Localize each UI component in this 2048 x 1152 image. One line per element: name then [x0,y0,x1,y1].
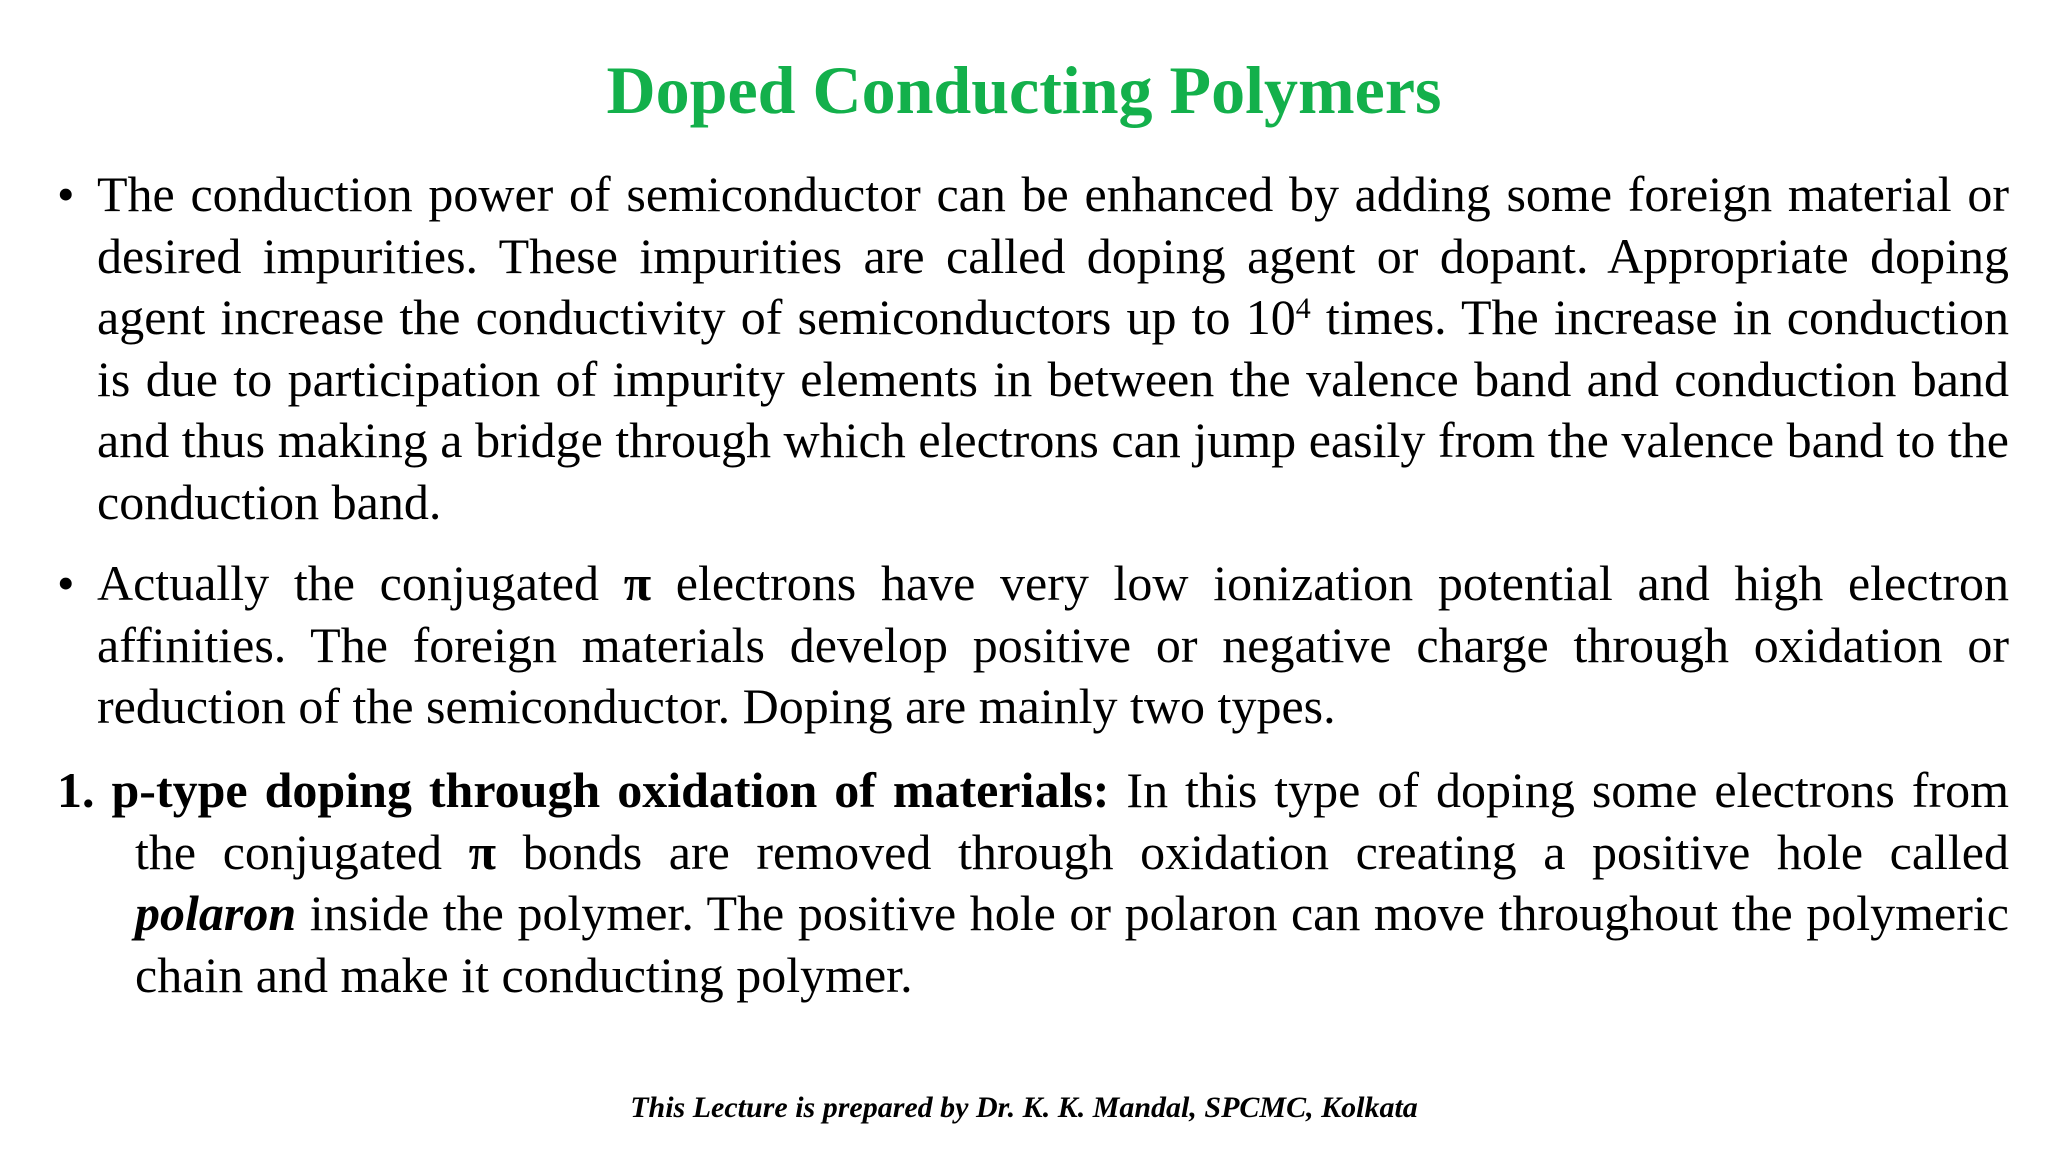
slide-title: Doped Conducting Polymers [606,52,1442,128]
item-number: 1. [57,762,95,818]
pi-symbol: π [623,555,652,611]
bullet-marker: • [57,166,75,222]
pi-symbol: π [468,823,497,880]
bullet-text-part: The conduction power of semiconductor can be enhanced by adding some foreign material or desired impurities. These impurities are called doping agent or dopant. Appropriate doping agent increase the conductivity of semiconductors up to 10 [97,166,2009,345]
bullet-text [97,164,2009,533]
bullet-text-part: times. The increase in conduction is due to participation of impurity elements in between the valence band and conduction band and thus making a bridge through which electrons can jump easily from the valence band to the conduction band. [97,289,2009,530]
bullet-text [97,553,2009,738]
numbered-item [57,760,2009,1006]
item-text-part: In this type of doping some electrons from the conjugated [135,762,2010,880]
polaron-emphasis: polaron [135,885,297,941]
bullet-item [57,164,2009,533]
item-text-part: inside the polymer. The positive hole or polaron can move throughout the polymeric chain and make it conducting polymer. [135,885,2009,1003]
footer-credit: This Lecture is prepared by Dr. K. K. Mandal, SPCMC, Kolkata [630,1091,1418,1124]
numbered-text [57,760,2010,1006]
bullet-marker: • [57,555,75,611]
item-heading: p-type doping through oxidation of materials: [111,762,1110,818]
bullet-item [57,553,2009,738]
item-text-part: bonds are removed through oxidation creating a positive hole called [496,823,2009,880]
bullet-text-part: electrons have very low ionization potential and high electron affinities. The foreign materials develop positive or negative charge through oxidation or reduction of the semiconductor. Doping are mainly two types. [97,555,2009,734]
bullet-text-part: Actually the conjugated [97,555,624,611]
exponent: 4 [1295,292,1311,325]
